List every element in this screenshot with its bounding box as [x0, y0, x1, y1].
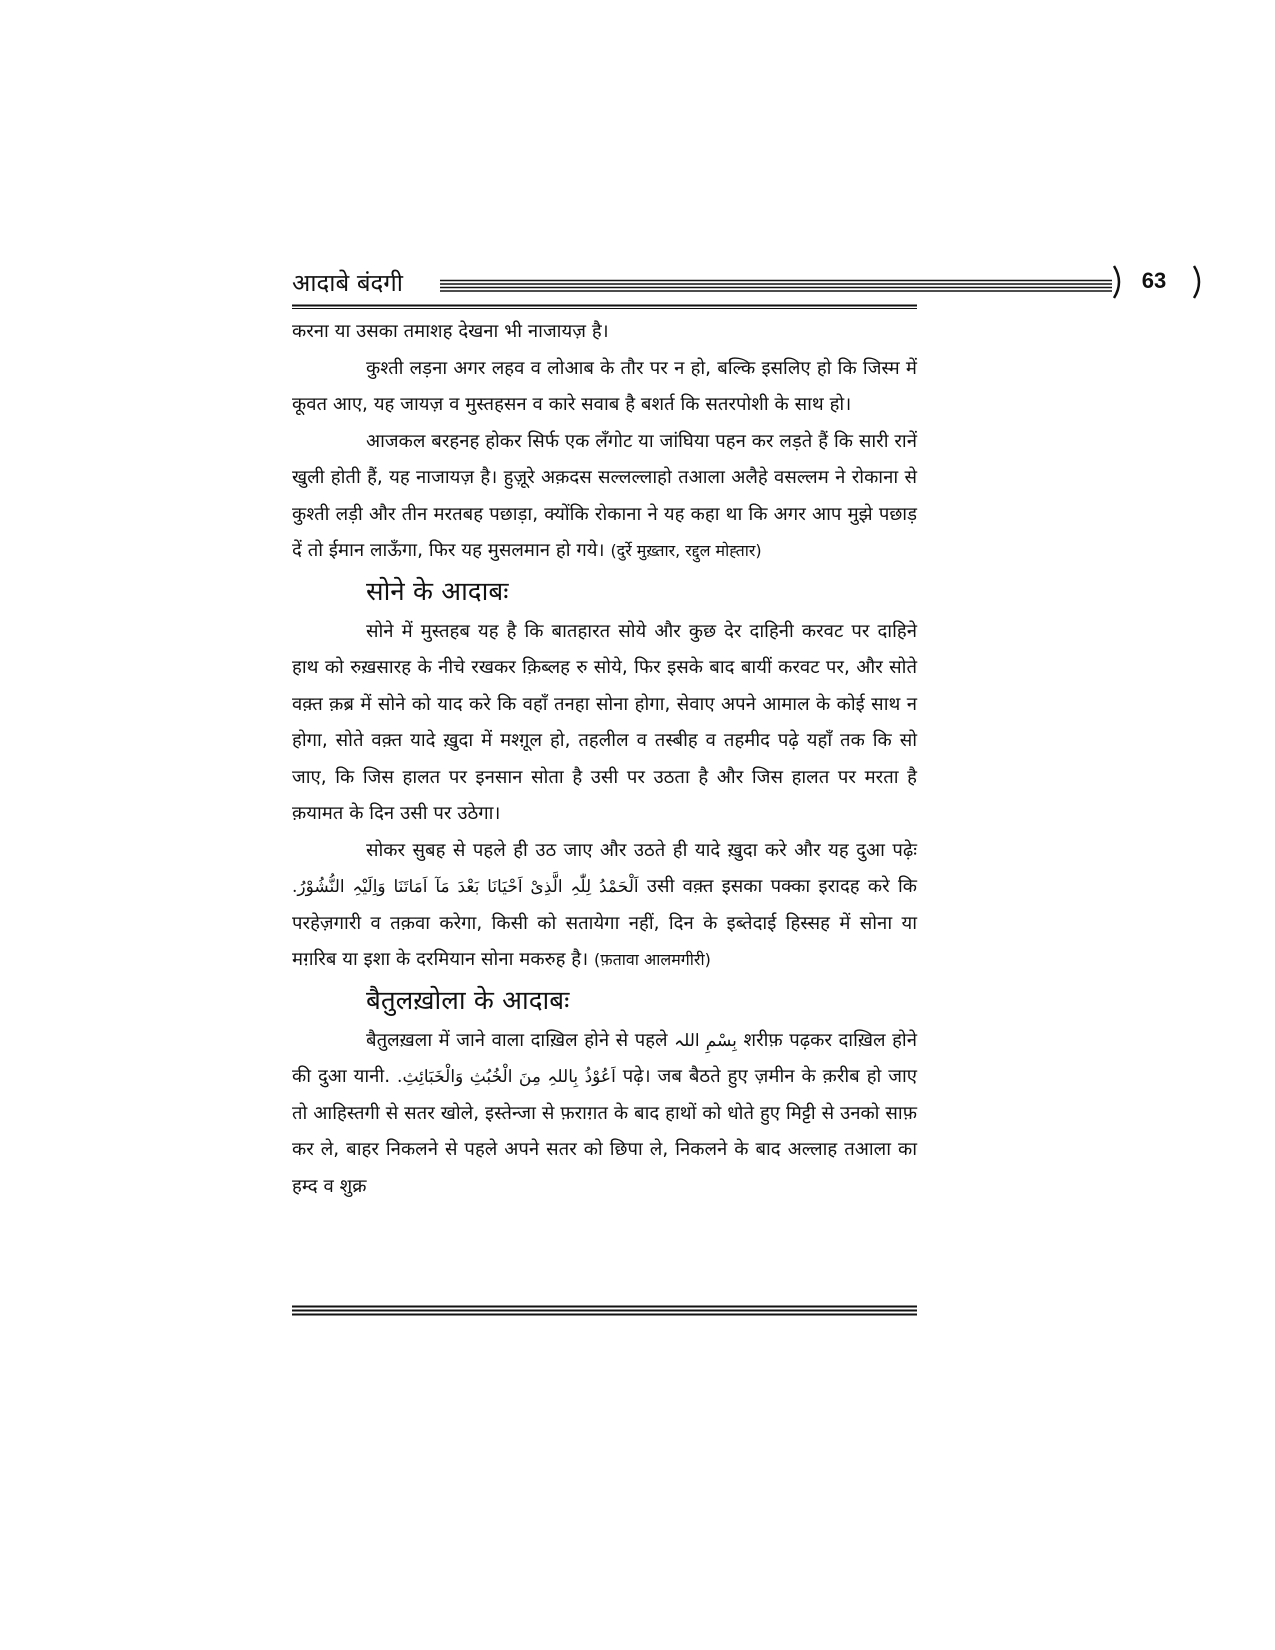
- paragraph-text: पढ़े। जब बैठते हुए ज़मीन के क़रीब हो जाए तो आहिस्तगी से सतर खोले, इस्तेन्जा से फ़राग़त के बाद हाथों को धोते हुए मिट्टी से उनको साफ़ कर ले, बाहर निकलने से पहले अपने सतर को छिपा ले, निकलने के बाद अल्लाह तआला का हम्द व शुक्र: [292, 1066, 918, 1197]
- footer-rule: [292, 1305, 917, 1317]
- section-heading: सोने के आदाबः: [366, 576, 509, 607]
- arabic-dua: اَعُوْذُ بِاللہِ مِنَ الْخُبُثِ وَالْخَبَائِثِ.: [397, 1067, 616, 1087]
- paragraph-text: आजकल बरहनह होकर सिर्फ एक लँगोट या जांघिया पहन कर लड़ते हैं कि सारी रानें खुली होती हैं, यह नाजायज़ है। हुज़ूरे अक़दस सल्लल्लाहो तआला अलैहे वसल्लम ने रोकाना से कुश्ती लड़ी और तीन मरतबह पछाड़ा, क्योंकि रोकाना ने यह कहा था कि अगर आप मुझे पछाड़ दें तो ईमान लाऊँगा, फिर यह मुसलमान हो गये।: [292, 430, 917, 561]
- paragraph-text: सोकर सुबह से पहले ही उठ जाए और उठते ही यादे ख़ुदा करे और यह दुआ पढ़ेः: [366, 839, 917, 861]
- section-heading: बैतुलख़ोला के आदाबः: [366, 985, 570, 1016]
- header-rule: [440, 279, 1112, 292]
- paragraph: सोने में मुस्तहब यह है कि बातहारत सोये और कुछ देर दाहिनी करवट पर दाहिने हाथ को रुख़सारह के नीचे रखकर क़िब्लह रु सोये, फिर इसके बाद बायीं करवट पर, और सोते वक़्त क़ब्र में सोने को याद करे कि वहाँ तनहा सोना होगा, सेवाए अपने आमाल के कोई साथ न होगा, सोते वक़्त यादे ख़ुदा में मश्ग़ूल हो, तहलील व तस्बीह व तहमीद पढ़े यहाँ तक कि सो जाए, कि जिस हालत पर इनसान सोता है उसी पर उठता है और जिस हालत पर मरता है क़यामत के दिन उसी पर उठेगा।: [292, 620, 917, 824]
- paragraph-text: उसी वक़्त इसका पक्का इरादह करे कि परहेज़गारी व तक़वा करेगा, किसी को सतायेगा नहीं, दिन के इब्तेदाई हिस्सह में सोना या मग़रिब या इशा के दरमियान सोना मकरुह है।: [292, 876, 917, 970]
- page-body: [292, 314, 917, 1205]
- paragraph: करना या उसका तमाशह देखना भी नाजायज़ है।: [292, 321, 609, 342]
- paragraph: [292, 1023, 917, 1206]
- arabic-bismillah: بِسْمِ اللہ: [674, 1030, 737, 1051]
- paragraph-text: शरीफ़ पढ़कर दाख़िल होने की दुआ यानी.: [292, 1029, 917, 1087]
- page-number: 63: [1141, 268, 1167, 293]
- paragraph: [292, 833, 917, 979]
- header-underline: [292, 304, 917, 310]
- page-header: [292, 264, 1167, 306]
- arabic-dua: اَلْحَمْدُ لِلّٰہِ الَّذِیْ اَحْیَانَا بَعْدَ مَآ اَمَاتَنَا وَاِلَیْہِ النُّشُوْرُ.: [292, 877, 639, 897]
- citation: (फ़तावा आलमगीरी): [594, 950, 711, 969]
- book-page: [292, 264, 1167, 1197]
- book-title: आदाबे बंदगी: [292, 269, 403, 297]
- citation: (दुर्रे मुख़्तार, रद्दुल मोह्तार): [610, 541, 762, 560]
- paragraph: [292, 424, 917, 570]
- paragraph-text: बैतुलख़ला में जाने वाला दाख़िल होने से पहले: [366, 1029, 668, 1051]
- paragraph: कुश्ती लड़ना अगर लहव व लोआब के तौर पर न हो, बल्कि इसलिए हो कि जिस्म में कूवत आए, यह जायज़ व मुस्तहसन व कारे सवाब है बशर्त कि सतरपोशी के साथ हो।: [292, 357, 917, 415]
